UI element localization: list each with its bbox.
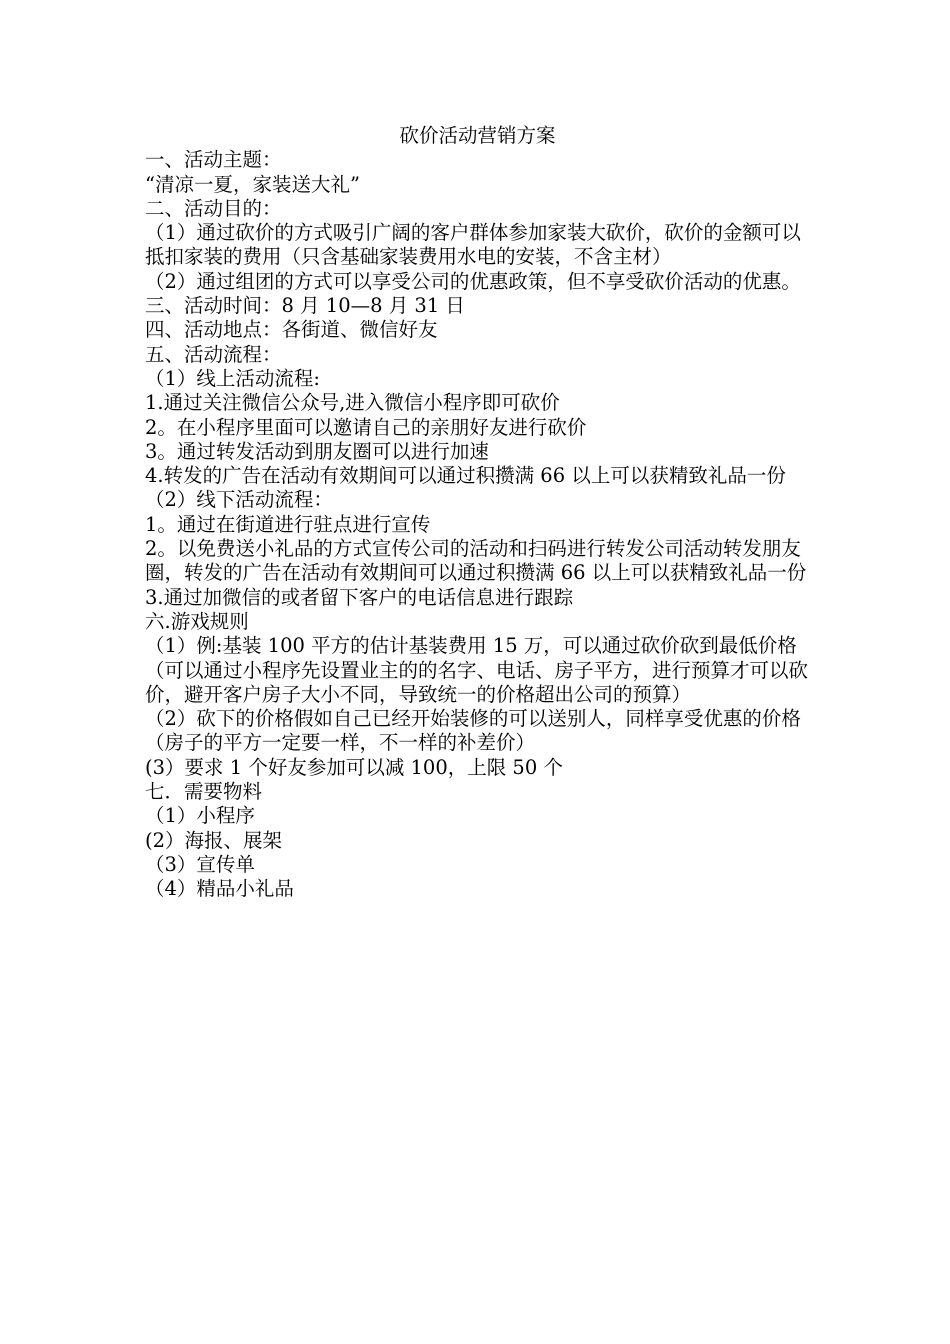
material-item-3: （3）宣传单 xyxy=(145,852,255,876)
rule-item-1: （1）例:基装 100 平方的估计基装费用 15 万，可以通过砍价砍到最低价格（可以通过小程序先设置业主的的名字、电话、房子平方，进行预算才可以砍价，避开客户房子大小不同，导致统一的价格超出公司的预算） xyxy=(145,634,809,706)
process-offline-heading: （2）线下活动流程： xyxy=(145,488,333,512)
offline-step-1: 1。通过在街道进行驻点进行宣传 xyxy=(145,512,431,536)
theme-slogan: “清凉一夏，家装送大礼” xyxy=(145,172,360,196)
section-heading-location: 四、活动地点：各街道、微信好友 xyxy=(145,318,438,342)
material-item-1: （1）小程序 xyxy=(145,804,255,828)
online-step-4: 4.转发的广告在活动有效期间可以通过积攒满 66 以上可以获精致礼品一份 xyxy=(145,464,786,488)
section-heading-rules: 六.游戏规则 xyxy=(145,609,249,633)
offline-step-3: 3.通过加微信的或者留下客户的电话信息进行跟踪 xyxy=(145,585,574,609)
section-heading-time: 三、活动时间：8 月 10—8 月 31 日 xyxy=(145,294,465,318)
purpose-item-2: （2）通过组团的方式可以享受公司的优惠政策，但不享受砍价活动的优惠。 xyxy=(145,269,801,293)
purpose-item-1: （1）通过砍价的方式吸引广阔的客户群体参加家装大砍价，砍价的金额可以抵扣家装的费用（只含基础家装费用水电的安装，不含主材） xyxy=(145,221,801,269)
online-step-2: 2。在小程序里面可以邀请自己的亲朋好友进行砍价 xyxy=(145,415,587,439)
material-item-4: （4）精品小礼品 xyxy=(145,877,294,901)
offline-step-2: 2。以免费送小礼品的方式宣传公司的活动和扫码进行转发公司活动转发朋友圈，转发的广告在活动有效期间可以通过积攒满 66 以上可以获精致礼品一份 xyxy=(145,537,807,585)
section-heading-process: 五、活动流程： xyxy=(145,342,282,366)
process-online-heading: （1）线上活动流程: xyxy=(145,366,320,390)
online-step-3: 3。通过转发活动到朋友圈可以进行加速 xyxy=(145,439,489,463)
rule-item-2: （2）砍下的价格假如自己已经开始装修的可以送别人，同样享受优惠的价格（房子的平方一定要一样，不一样的补差价） xyxy=(145,707,801,755)
document-title: 砍价活动营销方案 xyxy=(399,124,556,147)
material-item-2: (2）海报、展架 xyxy=(145,828,283,852)
online-step-1: 1.通过关注微信公众号,进入微信小程序即可砍价 xyxy=(145,391,560,415)
section-heading-purpose: 二、活动目的： xyxy=(145,196,282,220)
section-heading-theme: 一、活动主题： xyxy=(145,148,282,172)
document-body xyxy=(145,124,810,902)
section-heading-materials: 七．需要物料 xyxy=(145,780,263,804)
rule-item-3: (3）要求 1 个好友参加可以减 100，上限 50 个 xyxy=(145,755,563,779)
